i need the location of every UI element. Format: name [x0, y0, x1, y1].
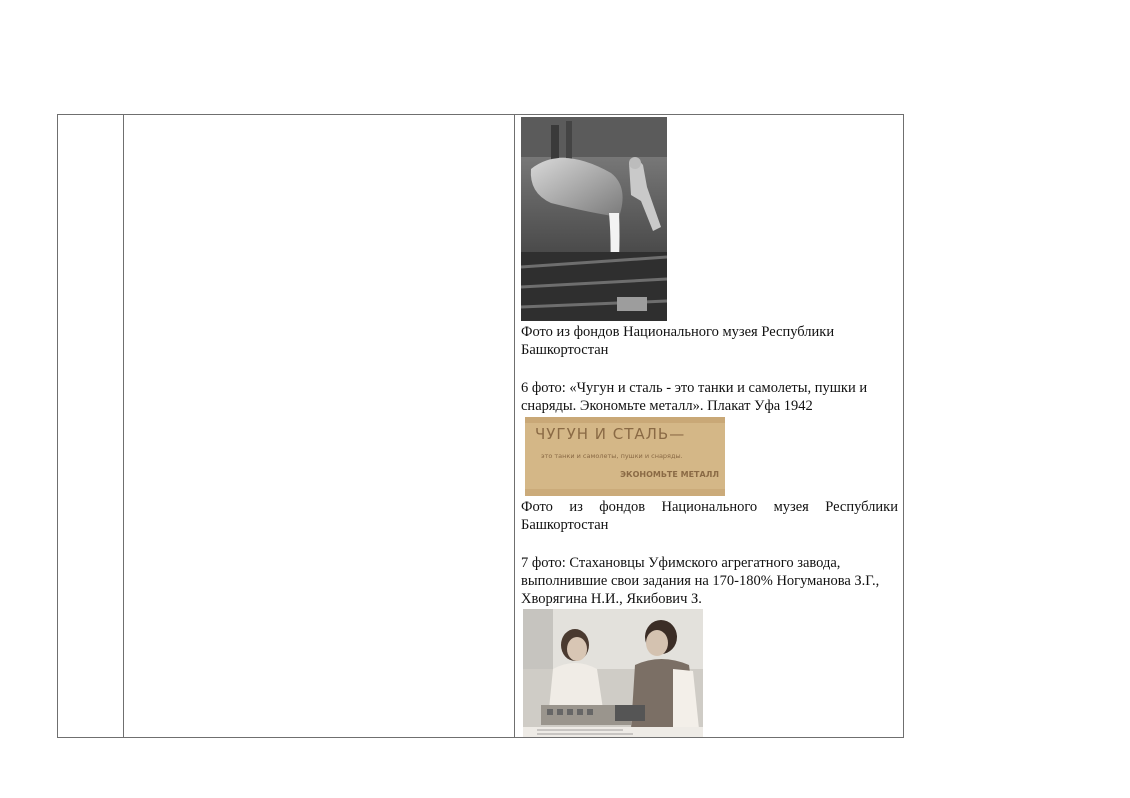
column-divider-1	[123, 115, 124, 737]
caption-museum-1: Фото из фондов Национального музея Республики Башкортостан	[521, 324, 835, 358]
photo6-title: 6 фото: «Чугун и сталь - это танки и самолеты, пушки и снаряды. Экономьте металл». Плакат Уфа 1942	[521, 380, 868, 414]
column-divider-2	[514, 115, 515, 737]
table-cell-photos	[521, 115, 899, 737]
foundry-photo	[521, 117, 667, 321]
document-table	[57, 114, 904, 738]
poster-line-3: ЭКОНОМЬТЕ МЕТАЛЛ	[620, 470, 719, 479]
photo7-title: 7 фото: Стахановцы Уфимского агрегатного завода, выполнившие свои задания на 170-180% Ногуманова З.Г., Хворягина Н.И., Якибович З.	[521, 555, 880, 607]
poster-photo	[525, 417, 725, 496]
caption-museum-2: Фото из фондов Национального музея Республики Башкортостан	[521, 499, 898, 533]
workers-photo	[523, 609, 703, 737]
poster-line-1: ЧУГУН И СТАЛЬ—	[535, 425, 686, 443]
poster-line-2: это танки и самолеты, пушки и снаряды.	[541, 452, 683, 460]
